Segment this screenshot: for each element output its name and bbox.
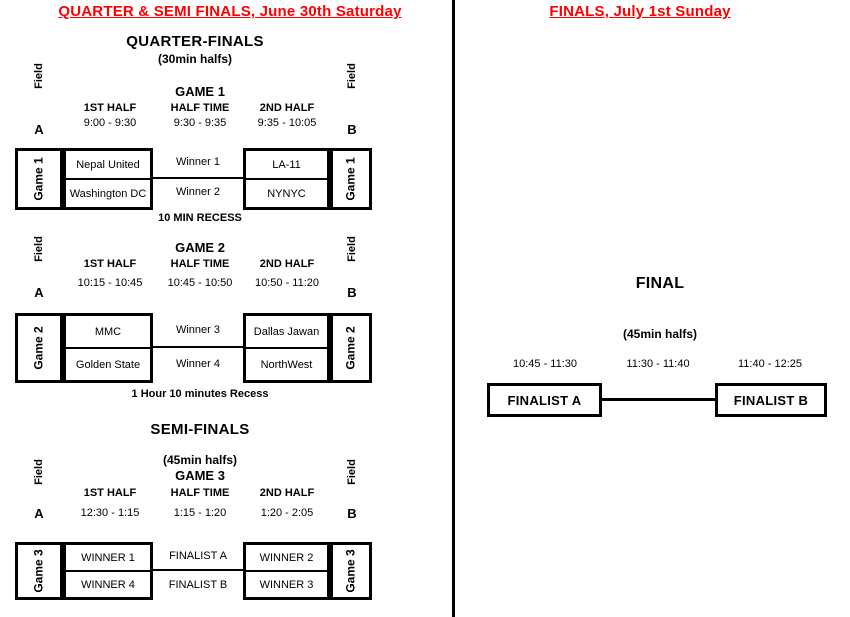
- g3-side-box-right: [330, 542, 372, 600]
- field-label-left-g3: Field: [33, 459, 45, 485]
- g3-finalist-a: FINALIST A: [169, 550, 227, 562]
- final-connector-line: [602, 398, 715, 401]
- g1-side-box-right: [330, 148, 372, 210]
- semi-finals-heading: SEMI-FINALS: [150, 421, 250, 438]
- final-time-first-half: 10:45 - 11:30: [512, 358, 577, 370]
- quarter-finals-subheading: (30min halfs): [157, 52, 232, 66]
- g3-field-a: A: [34, 506, 44, 521]
- g1-recess: 10 MIN RECESS: [158, 212, 242, 224]
- g2-team-golden-state: Golden State: [75, 358, 141, 371]
- g2-col-second-half: 2ND HALF: [259, 258, 315, 270]
- g2-col-first-half: 1ST HALF: [83, 258, 137, 270]
- g1-side-label-right: Game 1: [344, 157, 359, 201]
- game3-name: GAME 3: [175, 468, 225, 483]
- final-time-second-half: 11:40 - 12:25: [737, 358, 802, 370]
- semi-finals-subheading: (45min halfs): [162, 453, 237, 467]
- g3-time-second-half: 1:20 - 2:05: [260, 507, 314, 519]
- g3-finalist-b: FINALIST B: [168, 579, 228, 591]
- g2-field-b: B: [347, 285, 357, 300]
- g2-field-a: A: [34, 285, 44, 300]
- g2-connector-line: [153, 346, 243, 348]
- g1-col-first-half: 1ST HALF: [83, 102, 137, 114]
- g1-team-la11: LA-11: [246, 151, 327, 180]
- g3-team-winner3: WINNER 3: [259, 578, 314, 591]
- g1-col-second-half: 2ND HALF: [259, 102, 315, 114]
- g3-connector-line: [153, 569, 243, 571]
- g3-side-label-left: Game 3: [32, 549, 47, 593]
- g3-col-first-half: 1ST HALF: [83, 487, 137, 499]
- g2-recess: 1 Hour 10 minutes Recess: [131, 388, 269, 400]
- g1-winner1: Winner 1: [175, 156, 221, 168]
- g2-winner3: Winner 3: [175, 324, 221, 336]
- g3-side-box-left: [15, 542, 63, 600]
- field-label-left-g1: Field: [33, 63, 45, 89]
- field-label-right-g3: Field: [346, 459, 358, 485]
- g1-time-first-half: 9:00 - 9:30: [83, 117, 137, 129]
- g3-col-second-half: 2ND HALF: [259, 487, 315, 499]
- g2-time-second-half: 10:50 - 11:20: [254, 277, 319, 289]
- g1-side-box-left: [15, 148, 63, 210]
- g3-field-b: B: [347, 506, 357, 521]
- game2-name: GAME 2: [175, 240, 225, 255]
- g3-time-first-half: 12:30 - 1:15: [80, 507, 140, 519]
- finalist-a-box: FINALIST A: [487, 383, 602, 417]
- g1-time-half-time: 9:30 - 9:35: [173, 117, 227, 129]
- final-heading: FINAL: [635, 275, 685, 292]
- sunday-title: FINALS, July 1st Sunday: [549, 3, 731, 20]
- field-label-left-g2: Field: [33, 236, 45, 262]
- g3-side-label-right: Game 3: [344, 549, 359, 593]
- g1-col-half-time: HALF TIME: [170, 102, 230, 114]
- g2-team-dallas-jawan: Dallas Jawan: [246, 316, 327, 349]
- g2-winner4: Winner 4: [175, 358, 221, 370]
- g1-left-teams: [63, 148, 153, 210]
- g2-side-label-right: Game 2: [344, 326, 359, 370]
- g1-field-a: A: [34, 122, 44, 137]
- g3-col-half-time: HALF TIME: [170, 487, 230, 499]
- g2-team-mmc: MMC: [66, 316, 150, 349]
- g1-field-b: B: [347, 122, 357, 137]
- g3-team-winner4: WINNER 4: [81, 578, 135, 591]
- g3-team-winner2: WINNER 2: [246, 545, 327, 572]
- final-subheading: (45min halfs): [622, 327, 697, 341]
- finalist-b-box: FINALIST B: [715, 383, 827, 417]
- quarter-finals-heading: QUARTER-FINALS: [126, 33, 264, 50]
- saturday-title: QUARTER & SEMI FINALS, June 30th Saturday: [58, 3, 402, 20]
- g2-side-box-left: [15, 313, 63, 383]
- g3-left-teams: [63, 542, 153, 600]
- g2-col-half-time: HALF TIME: [170, 258, 230, 270]
- page-divider: [452, 0, 455, 617]
- g1-winner2: Winner 2: [175, 186, 221, 198]
- g2-side-label-left: Game 2: [32, 326, 47, 370]
- g2-time-first-half: 10:15 - 10:45: [77, 277, 143, 289]
- g2-right-teams: [243, 313, 330, 383]
- game1-name: GAME 1: [175, 84, 225, 99]
- g1-right-teams: [243, 148, 330, 210]
- field-label-right-g2: Field: [346, 236, 358, 262]
- g3-team-winner1: WINNER 1: [66, 545, 150, 572]
- g1-time-second-half: 9:35 - 10:05: [257, 117, 317, 129]
- g2-team-northwest: NorthWest: [260, 358, 313, 371]
- g1-team-nepal-united: Nepal United: [66, 151, 150, 180]
- g2-left-teams: [63, 313, 153, 383]
- g3-right-teams: [243, 542, 330, 600]
- g2-time-half-time: 10:45 - 10:50: [167, 277, 233, 289]
- g1-side-label-left: Game 1: [32, 157, 47, 201]
- g3-time-half-time: 1:15 - 1:20: [173, 507, 227, 519]
- g1-team-washington-dc: Washington DC: [69, 187, 147, 200]
- final-time-half-time: 11:30 - 11:40: [626, 358, 690, 370]
- g1-connector-line: [153, 177, 243, 179]
- g1-team-nynyc: NYNYC: [267, 187, 306, 200]
- field-label-right-g1: Field: [346, 63, 358, 89]
- g2-side-box-right: [330, 313, 372, 383]
